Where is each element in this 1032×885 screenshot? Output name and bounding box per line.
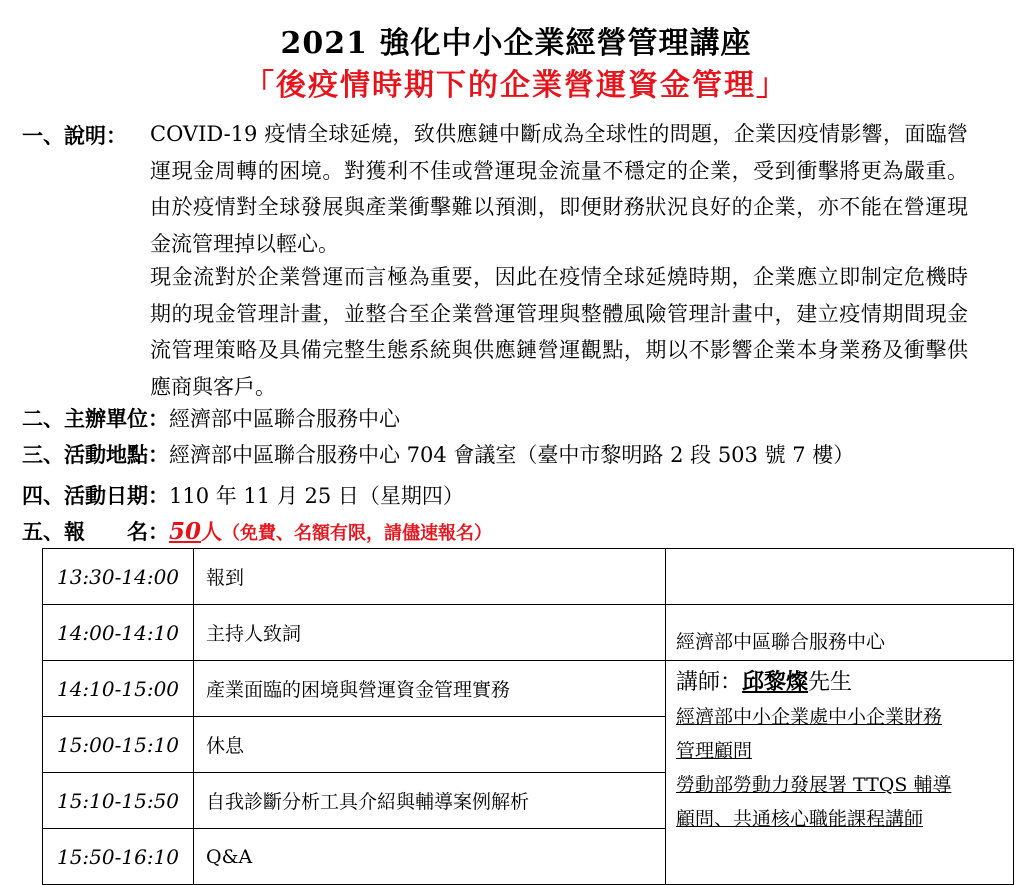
- event-date: 110 年 11 月 25 日（星期四）: [169, 484, 464, 508]
- section-5-label: 五、報 名：: [22, 519, 169, 544]
- agenda-side-empty: [666, 549, 1014, 605]
- agenda-item: 產業面臨的困境與營運資金管理實務: [194, 661, 666, 717]
- speaker-desc-2b: 顧問、共通核心職能課程講師: [676, 808, 924, 830]
- speaker-cell: [666, 661, 1014, 885]
- table-row: [43, 549, 1014, 605]
- speaker-label: 講師：: [676, 670, 743, 695]
- capacity-count: 50: [169, 518, 202, 545]
- agenda-time: 13:30-14:00: [43, 549, 194, 605]
- section-1-paragraph-2: 現金流對於企業營運而言極為重要，因此在疫情全球延燒時期，企業應立即制定危機時期的現金管理計畫，並整合至企業營運管理與整體風險管理計畫中，建立疫情期間現金流管理策略及具備完整生態系統與供應鏈營運觀點，期以不影響企業本身業務及衝擊供應商與客戶。: [150, 265, 968, 399]
- agenda-item: 報到: [194, 549, 666, 605]
- section-1-paragraph-1: COVID-19 疫情全球延燒，致供應鏈中斷成為全球性的問題，企業因疫情影響，面臨營運現金周轉的困境。對獲利不佳或營運現金流量不穩定的企業，受到衝擊將更為嚴重。由於疫情對全球發展與產業衝擊難以預測，即便財務狀況良好的企業，亦不能在營運現金流管理掉以輕心。: [150, 122, 968, 256]
- speaker-desc-1b: 管理顧問: [676, 740, 753, 762]
- capacity-unit: 人: [201, 519, 223, 544]
- organizer: 經濟部中區聯合服務中心: [169, 407, 400, 431]
- section-3: [22, 439, 854, 469]
- agenda-host: 經濟部中區聯合服務中心: [666, 605, 1014, 661]
- agenda-item: Q&A: [194, 829, 666, 885]
- registration-note: （免費、名額有限，請儘速報名）: [222, 523, 493, 544]
- speaker-line: [676, 665, 1012, 700]
- section-2: [22, 403, 400, 433]
- table-row: [43, 605, 1014, 661]
- agenda-time: 15:00-15:10: [43, 717, 194, 773]
- agenda-table: [42, 548, 1014, 885]
- speaker-title: 先生: [808, 670, 853, 695]
- venue: 經濟部中區聯合服務中心 704 會議室（臺中市黎明路 2 段 503 號 7 樓）: [169, 443, 855, 467]
- section-1-label: 一、說明：: [22, 123, 127, 148]
- agenda-time: 14:10-15:00: [43, 661, 194, 717]
- agenda-item: 自我診斷分析工具介紹與輔導案例解析: [194, 773, 666, 829]
- section-4-label: 四、活動日期：: [22, 483, 169, 508]
- speaker-desc-1a: 經濟部中小企業處中小企業財務: [676, 706, 943, 728]
- section-5: [22, 516, 492, 546]
- section-4: [22, 480, 464, 510]
- speaker-name: 邱黎燦: [742, 669, 809, 695]
- page-subtitle: 「後疫情時期下的企業營運資金管理」: [244, 68, 788, 103]
- page-title: 2021 強化中小企業經營管理講座: [280, 26, 752, 61]
- table-row: [43, 661, 1014, 717]
- section-3-label: 三、活動地點：: [22, 442, 169, 467]
- section-2-label: 二、主辦單位：: [22, 406, 169, 431]
- agenda-time: 14:00-14:10: [43, 605, 194, 661]
- agenda-item: 主持人致詞: [194, 605, 666, 661]
- speaker-desc-2a: 勞動部勞動力發展署 TTQS 輔導: [676, 774, 952, 796]
- agenda-item: 休息: [194, 717, 666, 773]
- agenda-time: 15:10-15:50: [43, 773, 194, 829]
- agenda-time: 15:50-16:10: [43, 829, 194, 885]
